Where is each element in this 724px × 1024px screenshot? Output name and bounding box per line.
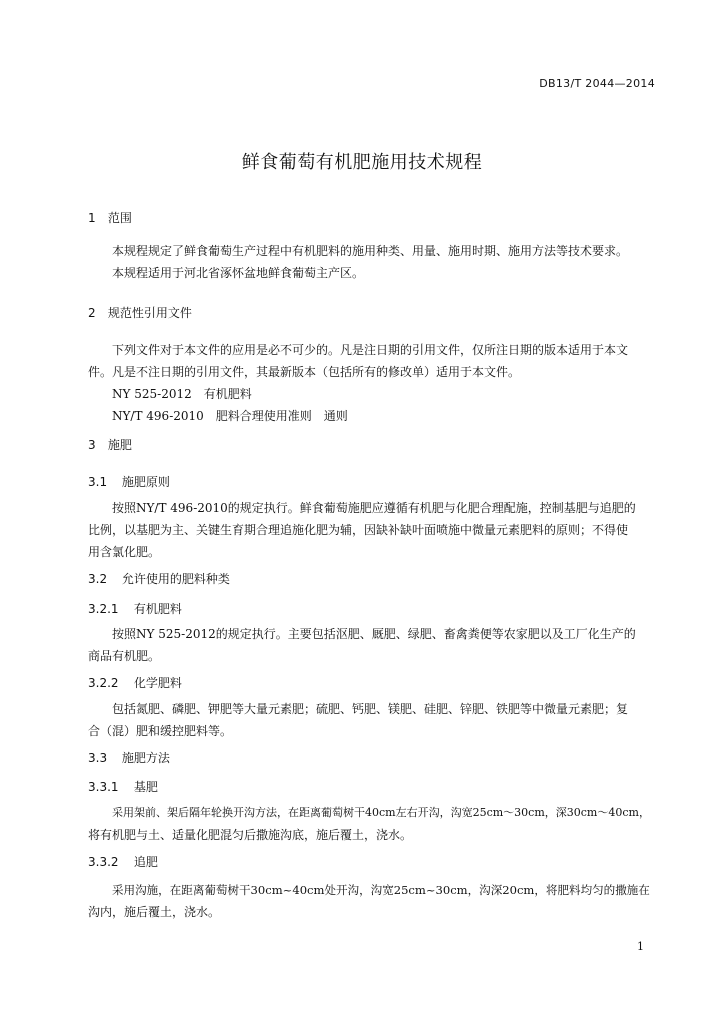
section-title: 追肥 bbox=[133, 855, 158, 869]
paragraph-line: 合（混）肥和缓控肥料等。 bbox=[88, 724, 233, 738]
section-3-3-1-body bbox=[88, 802, 656, 846]
section-number: 2 bbox=[88, 306, 96, 320]
section-1-heading bbox=[88, 209, 132, 226]
section-2-body bbox=[88, 339, 656, 427]
document-title: 鲜食葡萄有机肥施用技术规程 bbox=[241, 152, 483, 173]
reference-item: NY 525-2012 有机肥料 bbox=[112, 387, 252, 401]
page-number: 1 bbox=[637, 940, 644, 953]
section-number: 3.2.1 bbox=[88, 602, 119, 616]
section-number: 3.2.2 bbox=[88, 676, 119, 690]
section-title: 范围 bbox=[107, 211, 132, 225]
paragraph-line: 按照NY 525-2012的规定执行。主要包括沤肥、厩肥、绿肥、畜禽粪便等农家肥以及工厂化生产的 bbox=[112, 627, 636, 641]
section-title: 化学肥料 bbox=[133, 676, 182, 690]
paragraph-line: 按照NY/T 496-2010的规定执行。鲜食葡萄施肥应遵循有机肥与化肥合理配施，控制基肥与追肥的 bbox=[112, 501, 636, 515]
section-3-3-2-heading bbox=[88, 853, 158, 870]
section-title: 规范性引用文件 bbox=[107, 306, 192, 320]
section-number: 3 bbox=[88, 438, 96, 452]
section-3-2-1-heading bbox=[88, 600, 182, 617]
section-title: 有机肥料 bbox=[133, 602, 182, 616]
section-3-2-heading bbox=[88, 570, 230, 587]
section-title: 允许使用的肥料种类 bbox=[121, 572, 230, 586]
section-3-heading bbox=[88, 436, 132, 453]
section-title: 施肥方法 bbox=[121, 751, 170, 765]
section-number: 3.1 bbox=[88, 475, 108, 489]
reference-item: NY/T 496-2010 肥料合理使用准则 通则 bbox=[112, 409, 348, 423]
section-3-1-body bbox=[88, 497, 656, 563]
paragraph-line: 用含氯化肥。 bbox=[88, 545, 161, 559]
section-3-3-1-heading bbox=[88, 778, 158, 795]
section-3-2-1-body bbox=[88, 623, 656, 667]
paragraph-line: 商品有机肥。 bbox=[88, 649, 161, 663]
section-number: 3.3.1 bbox=[88, 780, 119, 794]
paragraph-line: 件。凡是不注日期的引用文件，其最新版本（包括所有的修改单）适用于本文件。 bbox=[88, 365, 521, 379]
section-title: 施肥 bbox=[107, 438, 132, 452]
paragraph-line: 本规程规定了鲜食葡萄生产过程中有机肥料的施用种类、用量、施用时期、施用方法等技术要求。 bbox=[112, 244, 629, 258]
section-title: 基肥 bbox=[133, 780, 158, 794]
section-3-2-2-heading bbox=[88, 674, 182, 691]
paragraph-line: 沟内，施后覆土，浇水。 bbox=[88, 905, 221, 919]
section-3-3-heading bbox=[88, 749, 170, 766]
section-number: 1 bbox=[88, 211, 96, 225]
paragraph-line: 下列文件对于本文件的应用是必不可少的。凡是注日期的引用文件，仅所注日期的版本适用于本文 bbox=[112, 343, 629, 357]
section-number: 3.3 bbox=[88, 751, 108, 765]
paragraph-line: 本规程适用于河北省涿怀盆地鲜食葡萄主产区。 bbox=[112, 266, 365, 280]
paragraph-line: 比例，以基肥为主、关键生育期合理追施化肥为辅，因缺补缺叶面喷施中微量元素肥料的原则；不得使 bbox=[88, 523, 629, 537]
section-3-2-2-body bbox=[88, 698, 656, 742]
section-3-1-heading bbox=[88, 473, 170, 490]
paragraph-line: 将有机肥与土、适量化肥混匀后撒施沟底，施后覆土，浇水。 bbox=[88, 828, 413, 842]
section-number: 3.3.2 bbox=[88, 855, 119, 869]
section-3-3-2-body bbox=[88, 879, 656, 923]
paragraph-line: 包括氮肥、磷肥、钾肥等大量元素肥；硫肥、钙肥、镁肥、硅肥、锌肥、铁肥等中微量元素肥；复 bbox=[112, 702, 629, 716]
section-2-heading bbox=[88, 304, 192, 321]
section-number: 3.2 bbox=[88, 572, 108, 586]
section-title: 施肥原则 bbox=[121, 475, 170, 489]
paragraph-line: 采用沟施，在距离葡萄树干30cm~40cm处开沟，沟宽25cm~30cm，沟深20cm，将肥料均匀的撒施在 bbox=[112, 883, 650, 897]
standard-code: DB13/T 2044—2014 bbox=[539, 77, 655, 90]
paragraph-line: 采用架前、架后隔年轮换开沟方法，在距离葡萄树干40cm左右开沟，沟宽25cm～30cm，深30cm～40cm， bbox=[112, 806, 650, 819]
section-1-body bbox=[88, 240, 656, 284]
